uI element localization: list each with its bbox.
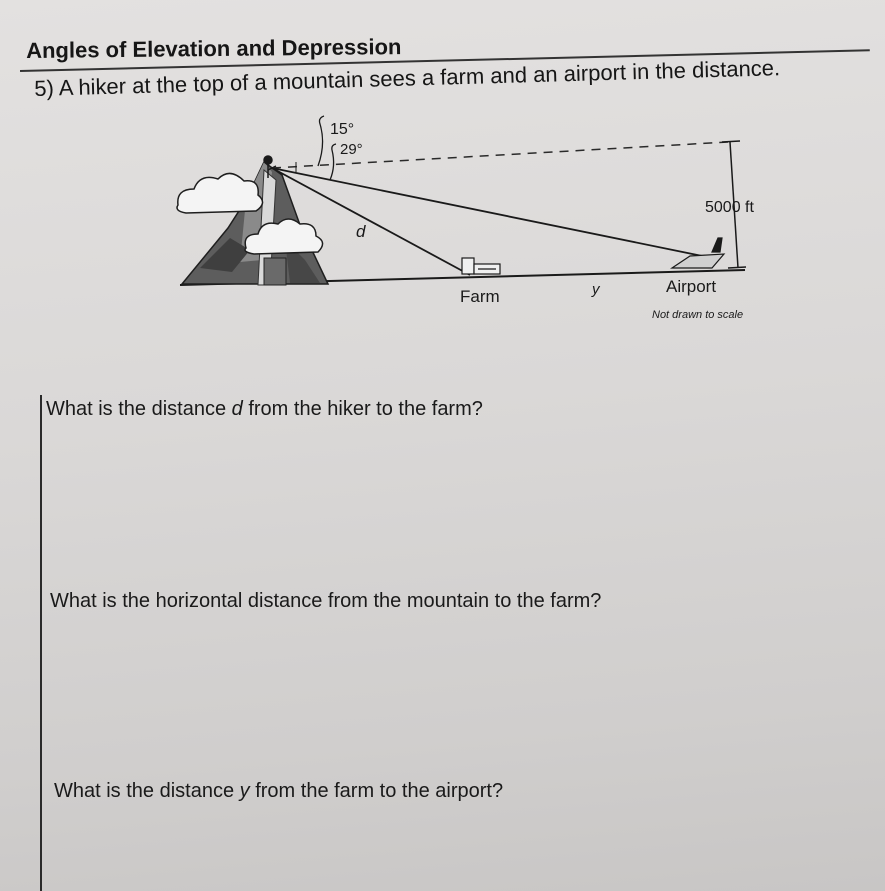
- angle-arc-29: [330, 144, 336, 180]
- question-horizontal-distance: What is the horizontal distance from the mountain to the farm?: [50, 590, 602, 612]
- angle-label-29: 29°: [340, 141, 363, 158]
- question-1-before: What is the distance: [46, 398, 232, 420]
- question-1-var: d: [231, 398, 243, 420]
- height-label: 5000 ft: [705, 199, 754, 216]
- problem-statement: 5) A hiker at the top of a mountain sees a farm and an airport in the distance.: [34, 55, 781, 101]
- worksheet-heading: Angles of Elevation and Depression: [26, 34, 402, 63]
- farm-label: Farm: [460, 287, 500, 306]
- height-marker-bottom: [728, 267, 746, 268]
- margin-line: [40, 395, 42, 891]
- sight-line-airport: [272, 168, 712, 258]
- question-3-var: y: [239, 780, 250, 802]
- distance-label-d: d: [356, 222, 366, 241]
- airport-illustration: [672, 238, 724, 268]
- question-3-before: What is the distance: [54, 780, 240, 802]
- angle-label-15: 15°: [330, 121, 355, 138]
- height-marker-top: [722, 141, 740, 142]
- question-distance-y: [54, 780, 503, 803]
- question-distance-d: [46, 398, 483, 421]
- angle-arc-15: [318, 116, 324, 166]
- y-label: y: [592, 281, 600, 298]
- cloud-left: [177, 173, 263, 213]
- farm-building: [462, 258, 500, 274]
- scale-note: Not drawn to scale: [652, 309, 744, 321]
- question-1-after: from the hiker to the farm?: [242, 398, 483, 420]
- airport-label: Airport: [666, 277, 717, 296]
- question-3-after: from the farm to the airport?: [249, 780, 504, 802]
